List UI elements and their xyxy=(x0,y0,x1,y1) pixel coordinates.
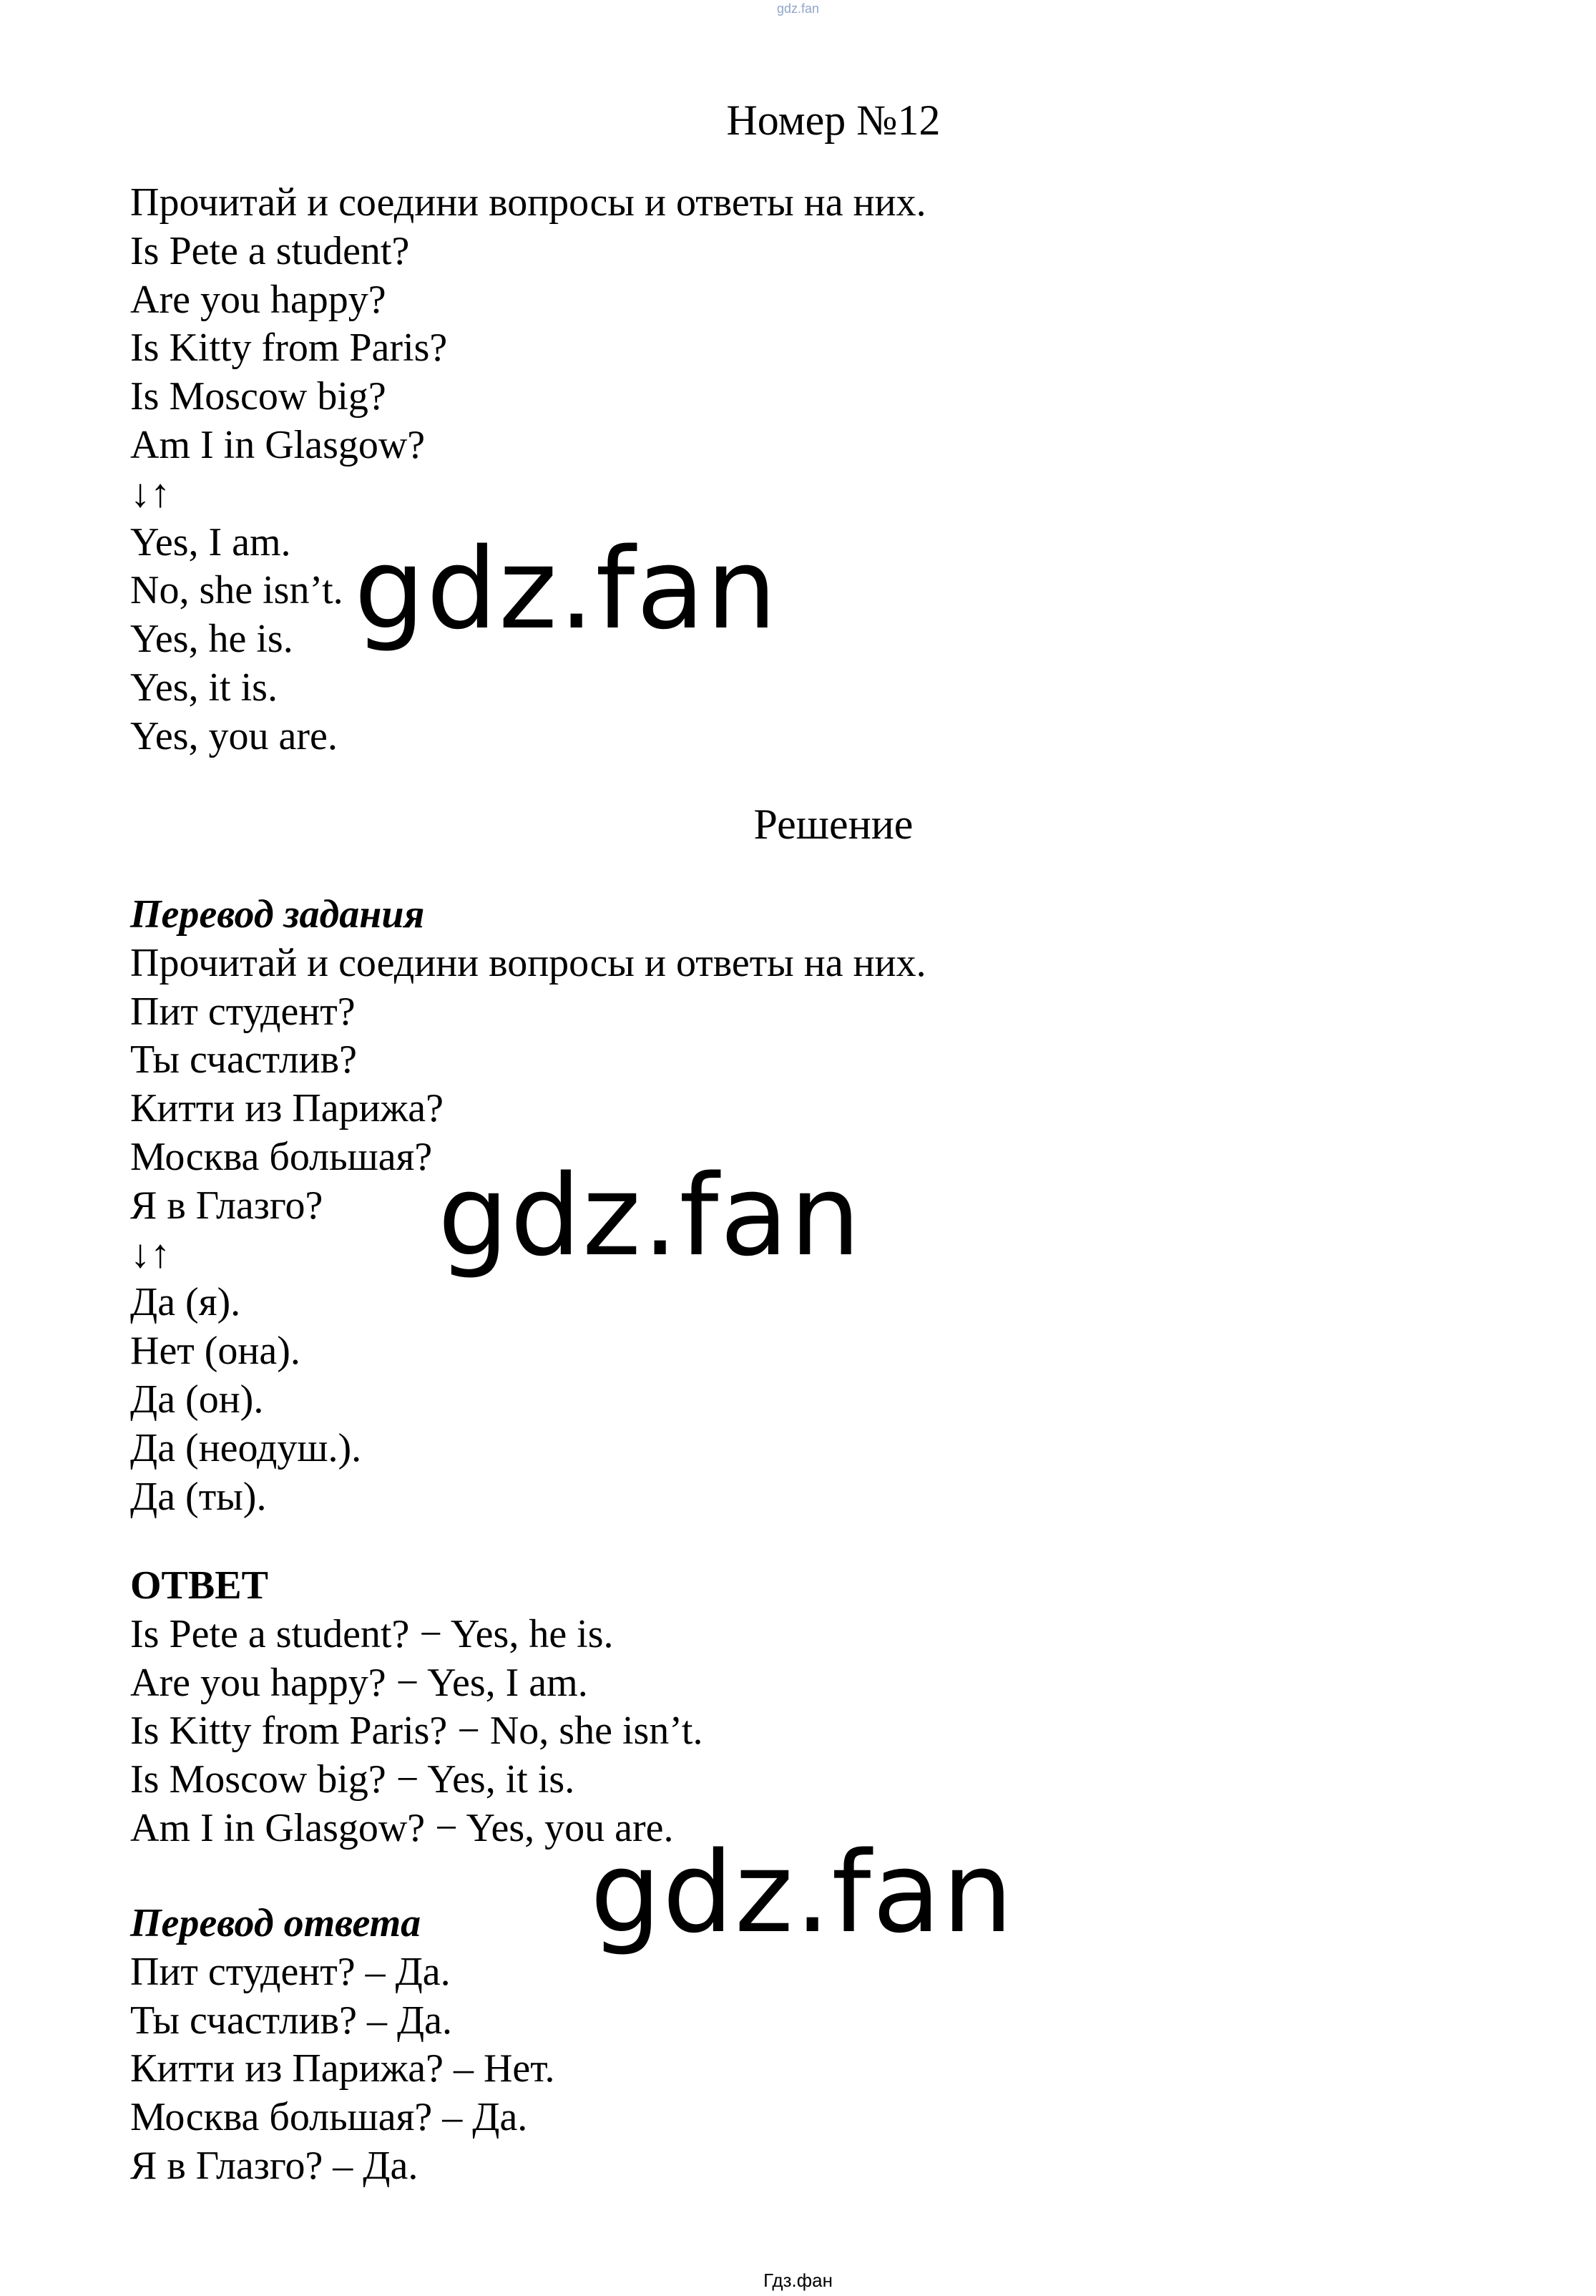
translation-line: Нет (она). xyxy=(130,1329,300,1374)
translation-line: Да (он). xyxy=(130,1377,264,1422)
answer-heading: ОТВЕТ xyxy=(130,1563,268,1608)
task-line: Is Kitty from Paris? xyxy=(130,326,448,371)
task-section xyxy=(130,179,926,761)
task-line: Прочитай и соедини вопросы и ответы на них. xyxy=(130,180,926,225)
translation-line: Ты счастлив? xyxy=(130,1037,357,1083)
task-line: Am I in Glasgow? xyxy=(130,422,426,467)
translation-heading: Перевод задания xyxy=(130,892,425,937)
watermark-logo: gdz.fan xyxy=(354,524,778,654)
task-line: Is Pete a student? xyxy=(130,228,410,273)
answer-line: Is Kitty from Paris? − No, she isn’t. xyxy=(130,1709,703,1754)
answer-translation-line: Пит студент? – Да. xyxy=(130,1949,451,1994)
translation-line: Китти из Парижа? xyxy=(130,1086,444,1131)
task-line: Yes, you are. xyxy=(130,713,338,758)
answer-line: Is Pete a student? − Yes, he is. xyxy=(130,1611,614,1656)
answer-section xyxy=(130,1562,703,1853)
task-line: Is Moscow big? xyxy=(130,374,386,419)
translation-line: Я в Глазго? xyxy=(130,1183,323,1228)
answer-line: Am I in Glasgow? − Yes, you are. xyxy=(130,1805,674,1850)
translation-line: Москва большая? xyxy=(130,1134,433,1179)
answer-translation-heading: Перевод ответа xyxy=(130,1901,421,1945)
page-title: Номер №12 xyxy=(726,97,941,144)
answer-translation-line: Китти из Парижа? – Нет. xyxy=(130,2046,555,2091)
footer-label: Гдз.фан xyxy=(763,2270,833,2291)
task-line: Yes, he is. xyxy=(130,617,293,662)
translation-line: Да (ты). xyxy=(130,1474,267,1519)
task-line: Yes, it is. xyxy=(130,665,278,710)
answer-line: Is Moscow big? − Yes, it is. xyxy=(130,1757,575,1802)
watermark-logo: gdz.fan xyxy=(590,1827,1014,1958)
arrows: ↓↑ xyxy=(130,1231,170,1276)
task-line: No, she isn’t. xyxy=(130,568,343,613)
watermark-logo: gdz.fan xyxy=(438,1151,862,1281)
arrows: ↓↑ xyxy=(130,471,170,516)
translation-line: Да (неодуш.). xyxy=(130,1425,362,1470)
answer-translation-line: Я в Глазго? – Да. xyxy=(130,2143,418,2188)
solution-heading: Решение xyxy=(753,801,914,848)
task-line: Are you happy? xyxy=(130,277,386,322)
translation-line: Прочитай и соедини вопросы и ответы на них. xyxy=(130,940,926,985)
answer-translation-line: Ты счастлив? – Да. xyxy=(130,1998,452,2043)
task-line: Yes, I am. xyxy=(130,519,291,565)
answer-translation-line: Москва большая? – Да. xyxy=(130,2095,528,2140)
translation-line: Пит студент? xyxy=(130,989,356,1034)
translation-line: Да (я). xyxy=(130,1280,241,1325)
top-watermark: gdz.fan xyxy=(776,1,820,16)
answer-translation-section xyxy=(130,1900,555,2191)
answer-line: Are you happy? − Yes, I am. xyxy=(130,1660,588,1705)
